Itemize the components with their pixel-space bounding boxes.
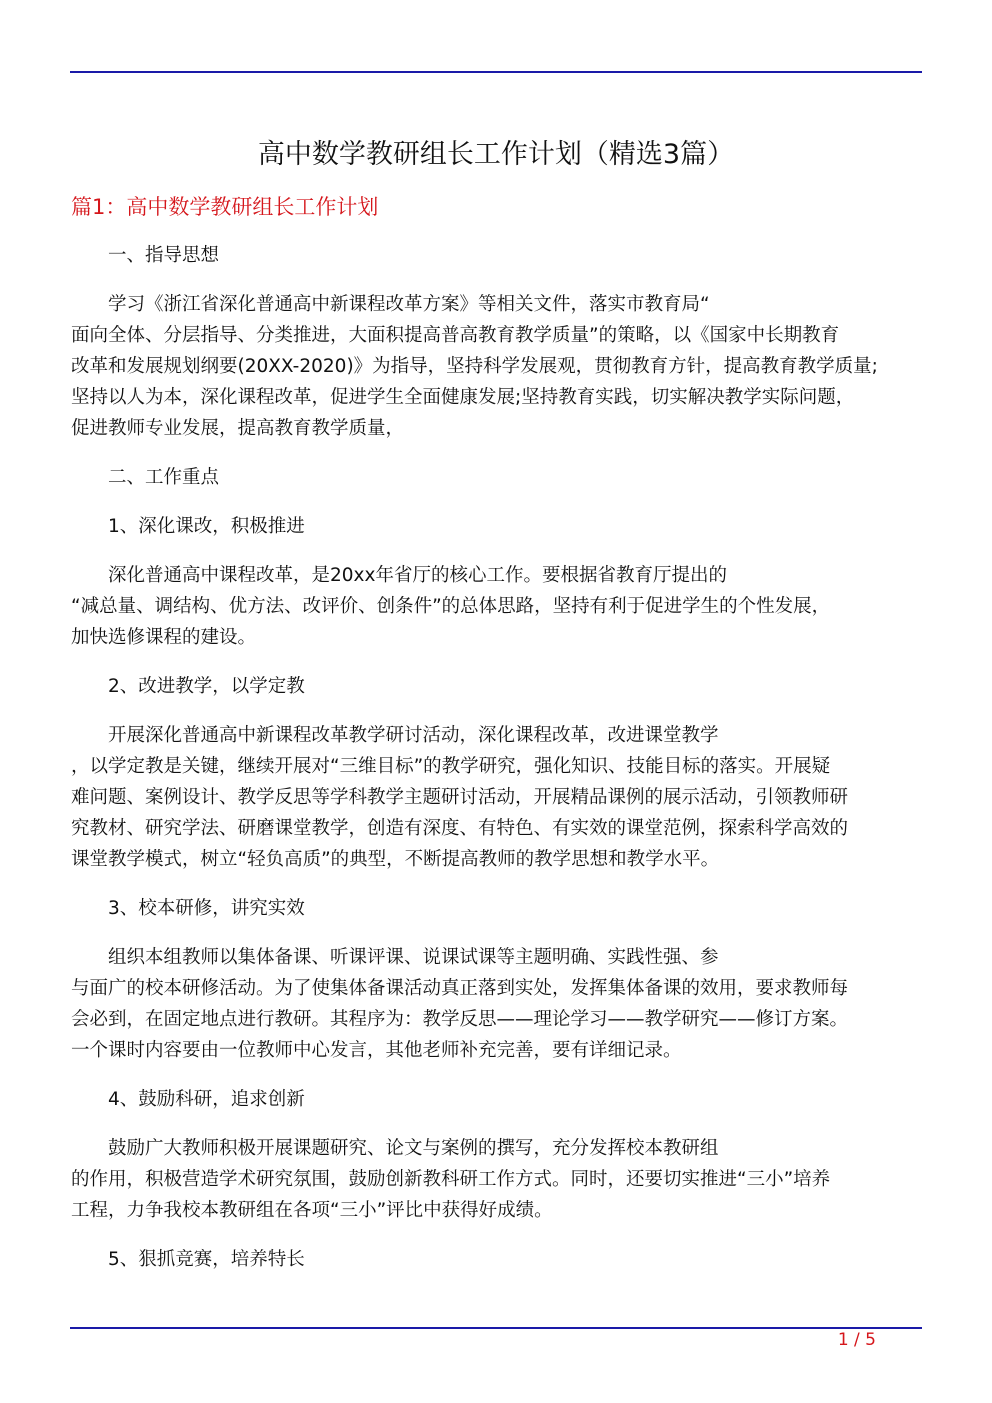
text-line: 5、狠抓竞赛，培养特长: [108, 1249, 305, 1270]
header-rule: [70, 71, 922, 73]
subheading: [71, 240, 931, 271]
text-line: 会必到，在固定地点进行教研。其程序为：教学反思——理论学习——教学研究——修订方案。: [71, 1009, 849, 1030]
text-line: 与面广的校本研修活动。为了使集体备课活动真正落到实处，发挥集体备课的效用，要求教师每: [71, 978, 849, 999]
page-number: 1 / 5: [837, 1330, 876, 1350]
text-line: 深化普通高中课程改革，是20xx年省厅的核心工作。要根据省教育厅提出的: [108, 565, 727, 586]
text-line: 学习《浙江省深化普通高中新课程改革方案》等相关文件，落实市教育局“: [108, 294, 710, 315]
paragraph: [71, 289, 931, 444]
text-line: 的作用，积极营造学术研究氛围，鼓励创新教科研工作方式。同时，还要切实推进“三小”培养: [71, 1169, 831, 1190]
paragraph: [71, 560, 931, 653]
text-line: 1、深化课改，积极推进: [108, 516, 305, 537]
document-title: 高中数学教研组长工作计划（精选3篇）: [257, 139, 735, 170]
text-line: 工程，力争我校本教研组在各项“三小”评比中获得好成绩。: [71, 1200, 553, 1221]
text-line: 鼓励广大教师积极开展课题研究、论文与案例的撰写，充分发挥校本教研组: [108, 1138, 719, 1159]
subheading: [71, 462, 931, 493]
text-line: 2、改进教学，以学定教: [108, 676, 305, 697]
text-line: 促进教师专业发展，提高教育教学质量，: [71, 418, 405, 439]
text-line: 课堂教学模式，树立“轻负高质”的典型，不断提高教师的教学思想和教学水平。: [71, 849, 720, 870]
text-line: 究教材、研究学法、研磨课堂教学，创造有深度、有特色、有实效的课堂范例，探索科学高效的: [71, 818, 849, 839]
text-line: 一、指导思想: [108, 245, 220, 266]
paragraph: [71, 942, 931, 1066]
text-line: “减总量、调结构、优方法、改评价、创条件”的总体思路，坚持有利于促进学生的个性发展，: [71, 596, 831, 617]
text-line: 加快选修课程的建设。: [71, 627, 257, 648]
footer-rule: [70, 1327, 922, 1329]
text-line: 二、工作重点: [108, 467, 220, 488]
text-line: 开展深化普通高中新课程改革教学研讨活动，深化课程改革，改进课堂教学: [108, 725, 719, 746]
text-line: 面向全体、分层指导、分类推进，大面积提高普高教育教学质量”的策略，以《国家中长期教育: [71, 325, 840, 346]
section-title: 篇1：高中数学教研组长工作计划: [71, 195, 379, 219]
subheading: [71, 511, 931, 542]
paragraph: [71, 1133, 931, 1226]
text-line: 改革和发展规划纲要(20XX-2020)》为指导，坚持科学发展观，贯彻教育方针，提高教育教学质量;: [71, 356, 878, 377]
text-line: 一个课时内容要由一位教师中心发言，其他老师补充完善，要有详细记录。: [71, 1040, 682, 1061]
text-line: ，以学定教是关键，继续开展对“三维目标”的教学研究，强化知识、技能目标的落实。开展疑: [71, 756, 831, 777]
text-line: 3、校本研修，讲究实效: [108, 898, 305, 919]
text-line: 组织本组教师以集体备课、听课评课、说课试课等主题明确、实践性强、参: [108, 947, 719, 968]
subheading: [71, 1084, 931, 1115]
subheading: [71, 893, 931, 924]
paragraph: [71, 720, 931, 875]
text-line: 4、鼓励科研，追求创新: [108, 1089, 305, 1110]
text-line: 坚持以人为本，深化课程改革，促进学生全面健康发展;坚持教育实践，切实解决教学实际问题，: [71, 387, 855, 408]
text-line: 难问题、案例设计、教学反思等学科教学主题研讨活动，开展精品课例的展示活动，引领教师研: [71, 787, 849, 808]
subheading: [71, 1244, 931, 1275]
document-body: [71, 240, 931, 1293]
subheading: [71, 671, 931, 702]
